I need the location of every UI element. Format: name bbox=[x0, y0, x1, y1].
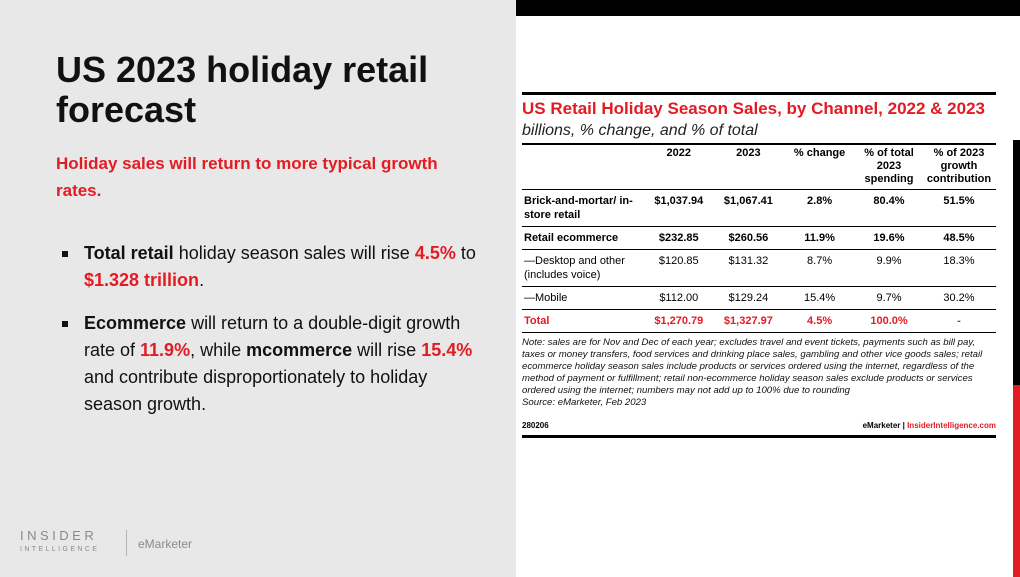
side-red-bar bbox=[1013, 385, 1020, 577]
bullet-total-retail bbox=[62, 240, 482, 294]
table-cell: 11.9% bbox=[783, 227, 856, 250]
chart-id: 280206 bbox=[522, 421, 549, 430]
table-cell: $1,327.97 bbox=[714, 310, 784, 333]
table-header: % of 2023 growth contribution bbox=[922, 144, 996, 190]
table-cell: $131.32 bbox=[714, 250, 784, 287]
credit-site: InsiderIntelligence.com bbox=[907, 421, 996, 430]
table-cell: 19.6% bbox=[856, 227, 922, 250]
table-cell: $1,037.94 bbox=[644, 190, 714, 227]
slide-title: US 2023 holiday retail forecast bbox=[56, 49, 429, 130]
row-label: —Mobile bbox=[522, 287, 644, 310]
row-label: —Desktop and other (includes voice) bbox=[522, 250, 644, 287]
bullet-text: to bbox=[455, 243, 476, 263]
credit-separator: | bbox=[900, 421, 908, 430]
row-label: Total bbox=[522, 310, 644, 333]
table-row bbox=[522, 227, 996, 250]
bullet-lead: Ecommerce bbox=[84, 313, 187, 333]
sales-table bbox=[522, 143, 996, 333]
table-row bbox=[522, 287, 996, 310]
bullet-highlight: 15.4% bbox=[421, 340, 473, 360]
table-header: % change bbox=[783, 144, 856, 190]
side-black-bar bbox=[1013, 140, 1020, 385]
table-header: 2023 bbox=[714, 144, 784, 190]
table-cell: $232.85 bbox=[644, 227, 714, 250]
table-cell: 18.3% bbox=[922, 250, 996, 287]
bullet-lead: Total retail bbox=[84, 243, 174, 263]
table-row-total bbox=[522, 310, 996, 333]
chart-subtitle: billions, % change, and % of total bbox=[522, 122, 758, 139]
bullet-text: holiday season sales will rise bbox=[173, 243, 415, 263]
chart-footer bbox=[522, 419, 996, 438]
bullet-ecommerce bbox=[62, 310, 482, 418]
brand-emarketer: eMarketer bbox=[138, 537, 193, 551]
bullet-text: and contribute disproportionately to holiday season growth. bbox=[84, 367, 428, 414]
table-cell: $260.56 bbox=[714, 227, 784, 250]
bullet-text: will rise bbox=[352, 340, 422, 360]
brand-intelligence: INTELLIGENCE bbox=[20, 546, 100, 553]
table-cell: 2.8% bbox=[783, 190, 856, 227]
table-cell: - bbox=[922, 310, 996, 333]
bullet-highlight: $1.328 trillion bbox=[84, 270, 200, 290]
table-header: 2022 bbox=[644, 144, 714, 190]
chart-table bbox=[522, 92, 996, 438]
table-cell: 80.4% bbox=[856, 190, 922, 227]
bullet-highlight: 11.9% bbox=[140, 340, 191, 360]
bullet-list bbox=[62, 240, 482, 434]
table-cell: 30.2% bbox=[922, 287, 996, 310]
table-cell: 8.7% bbox=[783, 250, 856, 287]
table-cell: 9.9% bbox=[856, 250, 922, 287]
bullet-text: , while bbox=[190, 340, 247, 360]
credit-emarketer: eMarketer bbox=[862, 421, 901, 430]
bullet-highlight: 4.5% bbox=[414, 243, 456, 263]
bullet-text: . bbox=[199, 270, 205, 290]
table-cell: 100.0% bbox=[856, 310, 922, 333]
brand-insider: INSIDER bbox=[20, 528, 98, 543]
table-header: % of total 2023 spending bbox=[856, 144, 922, 190]
table-cell: $1,270.79 bbox=[644, 310, 714, 333]
table-cell: $112.00 bbox=[644, 287, 714, 310]
chart-title: US Retail Holiday Season Sales, by Channel, 2022 & 2023 bbox=[522, 99, 985, 118]
bullet-marker bbox=[62, 251, 68, 257]
table-cell: 9.7% bbox=[856, 287, 922, 310]
top-black-bar bbox=[516, 0, 1020, 16]
table-header bbox=[522, 144, 644, 190]
chart-credit bbox=[863, 421, 996, 430]
table-cell: 15.4% bbox=[783, 287, 856, 310]
table-row bbox=[522, 250, 996, 287]
brand-divider bbox=[126, 530, 127, 556]
table-cell: $1,067.41 bbox=[714, 190, 784, 227]
chart-top-rule bbox=[522, 92, 996, 95]
table-cell: 4.5% bbox=[783, 310, 856, 333]
table-header-row bbox=[522, 144, 996, 190]
table-cell: 51.5% bbox=[922, 190, 996, 227]
chart-note: Note: sales are for Nov and Dec of each year; excludes travel and event tickets, payments such as bill pay, taxes or money transfers, food services and drinking place sales, gambling and other vice goods sales; retail ecommerce holiday season sales include products or services ordered using the internet, regardless of the method of payment or fulfillment; retail non-ecommerce holiday season sales exclude products or services ordered using the internet; numbers may not add up to 100% due to rounding bbox=[522, 337, 983, 396]
table-row bbox=[522, 190, 996, 227]
slide-subtitle: Holiday sales will return to more typical growth rates. bbox=[56, 154, 438, 200]
table-cell: 48.5% bbox=[922, 227, 996, 250]
table-cell: $129.24 bbox=[714, 287, 784, 310]
bullet-lead: mcommerce bbox=[246, 340, 353, 360]
row-label: Retail ecommerce bbox=[522, 227, 644, 250]
bullet-text: will return to a double-digit growth rate of bbox=[84, 313, 461, 360]
table-cell: $120.85 bbox=[644, 250, 714, 287]
row-label: Brick-and-mortar/ in-store retail bbox=[522, 190, 644, 227]
bullet-marker bbox=[62, 321, 68, 327]
chart-source: Source: eMarketer, Feb 2023 bbox=[522, 397, 647, 408]
